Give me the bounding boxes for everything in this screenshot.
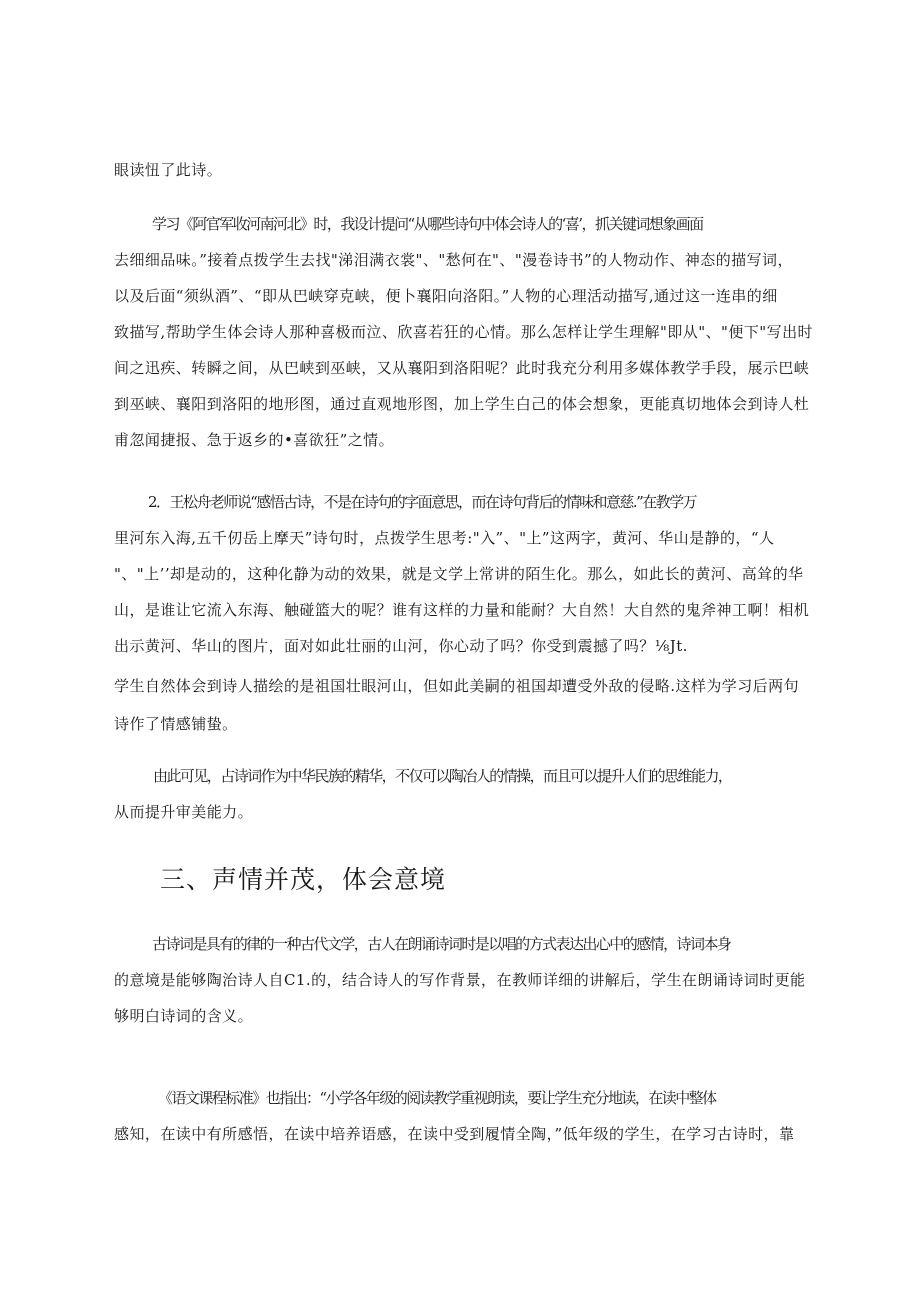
text-line: 眼读忸了此诗。 bbox=[114, 161, 223, 179]
text-line: 古诗词是具有的律的一种古代文学，古人在朗诵诗词时是以唱的方式表达出心中的感情，诗词本身 bbox=[152, 935, 731, 953]
text-line: 从而提升审美能力。 bbox=[114, 803, 254, 821]
text-line: 间之迅疾、转瞬之间，从巴峡到巫峡，又从襄阳到洛阳呢？此时我充分利用多媒体教学手段，展示巴峡 bbox=[114, 359, 810, 377]
text-line: 2．王松舟老师说“感悟古诗，不是在诗句的字面意思，而在诗句背后的情味和意慈.”在教学万 bbox=[148, 493, 697, 511]
text-line: 山，是谁让它流入东海、触碰篮大的呢？谁有这样的力量和能耐？大自然！大自然的鬼斧神工啊！相机 bbox=[114, 601, 810, 619]
text-line: 甫忽闻捷报、急于返乡的•喜欲狂”之情。 bbox=[114, 431, 395, 449]
text-line: 的意境是能够陶治诗人自C1.的，结合诗人的写作背景，在教师详细的讲解后，学生在朗诵诗词时更能 bbox=[114, 971, 806, 989]
text-line: 致描写,帮助学生体会诗人那种喜极而泣、欣喜若狂的心情。那么怎样让学生理解"即从"、"便下"写出时 bbox=[114, 323, 813, 341]
text-line: 《语文课程标准》也指出：“小学各年级的阅读教学重视朗读，要让学生充分地读，在读中整体 bbox=[158, 1089, 716, 1107]
text-line: 诗作了情感铺蛰。 bbox=[114, 715, 238, 733]
text-line: 学习《阿官军收河南河北》时，我设计提问“从哪些诗句中体会诗人的‘喜’，抓关键词想象画面 bbox=[152, 215, 703, 233]
text-line: 去细细品味。”接着点拨学生去找"涕泪满衣裳"、"愁何在"、"漫卷诗书”的人物动作、神态的描写词， bbox=[114, 251, 793, 269]
text-line: 够明白诗词的含义。 bbox=[114, 1007, 254, 1025]
text-line: 感知，在读中有所感悟，在读中培养语感，在读中受到履情全陶，”低年级的学生，在学习古诗时，靠 bbox=[114, 1125, 795, 1143]
text-line: "、"上’’却是动的，这种化静为动的效果，就是文学上常讲的陌生化。那么，如此长的黄河、高耸的华 bbox=[114, 565, 804, 583]
text-line: 由此可见，占诗词作为中华民族的精华，不仅可以陶冶人的情操，而且可以提升人们的思维能力， bbox=[153, 767, 732, 785]
text-line: 学生自然体会到诗人描绘的是祖国壮眼河山，但如此美嗣的祖国却遭受外敌的侵略.这样为学习后两句 bbox=[114, 677, 800, 695]
section-heading: 三、声情并茂，体会意境 bbox=[160, 865, 447, 894]
text-line: 里河东入海,五千仞岳上摩天”诗句时，点拨学生思考:"入”、"上”这两字，黄河、华山是静的，“人 bbox=[114, 529, 775, 547]
text-line: 到巫峡、襄阳到洛阳的地形图，通过直观地形图，加上学生白己的体会想象，更能真切地体会到诗人杜 bbox=[114, 395, 810, 413]
text-line: 出示黄河、华山的图片，面对如此壮丽的山河，你心动了吗？你受到震撼了吗？⅛Jt. bbox=[114, 637, 688, 655]
text-line: 以及后面“须纵酒”、“即从巴峡穿克峡，便卜襄阳向洛阳。”人物的心理活动描写,通过这一连串的细 bbox=[114, 287, 778, 305]
